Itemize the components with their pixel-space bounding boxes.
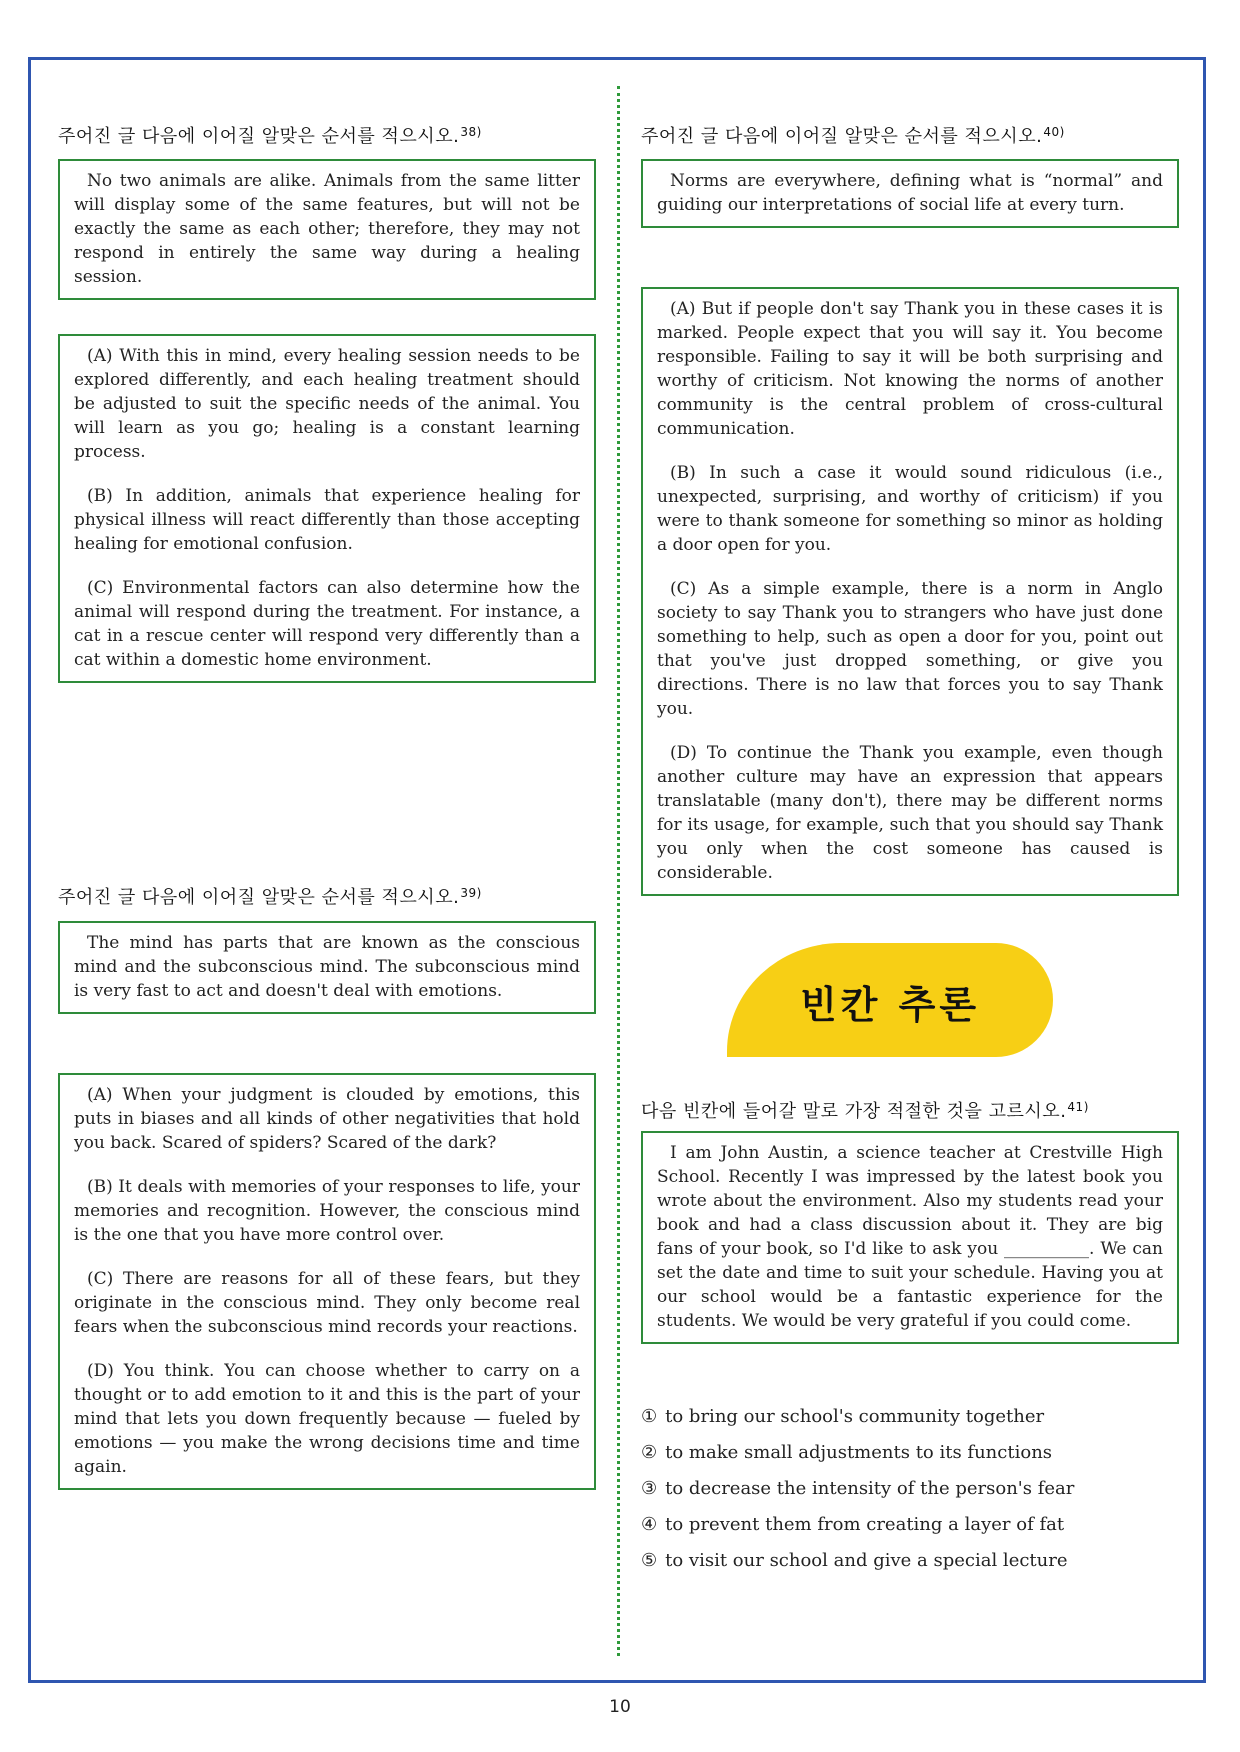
q39-number: 39) — [460, 886, 482, 900]
q39-paragraphs-box — [58, 1073, 596, 1490]
q41-passage: I am John Austin, a science teacher at Crestville High School. Recently I was impressed by the latest book you wrote about the environment. Also my students read your book and had a class discussion about it. They are big fans of your book, so I'd like to ask you __________. We can set the date and time to suit your schedule. Having you at our school would be a fantastic experience for the students. We would be very grateful if you could come. — [657, 1143, 1163, 1331]
q40-paragraph-b: (B) In such a case it would sound ridiculous (i.e., unexpected, surprising, and worthy of criticism) if you were to thank someone for something so minor as holding a door open for you. — [657, 463, 1163, 555]
option-5[interactable] — [641, 1549, 1179, 1585]
q38-title-text: 주어진 글 다음에 이어질 알맞은 순서를 적으시오. — [58, 126, 460, 147]
option-2-number: ② — [641, 1442, 658, 1463]
column-divider — [617, 86, 620, 1656]
q40-number: 40) — [1043, 125, 1065, 139]
option-4[interactable] — [641, 1513, 1179, 1549]
q40-paragraph-d: (D) To continue the Thank you example, even though another culture may have an expression that appears translatable (many don't), there may be different norms for its usage, for example, such that you should say Thank you only when the cost someone has caused is considerable. — [657, 743, 1163, 883]
option-3-text: to decrease the intensity of the person's fear — [665, 1478, 1075, 1499]
page-number: 10 — [609, 1697, 631, 1717]
q39-title — [58, 883, 482, 909]
q38-title — [58, 122, 482, 148]
option-4-text: to prevent them from creating a layer of fat — [665, 1514, 1065, 1535]
q41-passage-box — [641, 1131, 1179, 1344]
q41-title-text: 다음 빈칸에 들어갈 말로 가장 적절한 것을 고르시오. — [641, 1101, 1067, 1122]
q38-number: 38) — [460, 125, 482, 139]
q39-paragraph-c: (C) There are reasons for all of these fears, but they originate in the conscious mind. They only become real fears when the subconscious mind records your reactions. — [74, 1269, 580, 1337]
q38-paragraph-c: (C) Environmental factors can also determine how the animal will respond during the treatment. For instance, a cat in a rescue center will respond very differently than a cat within a domestic home environment. — [74, 578, 580, 670]
q38-intro: No two animals are alike. Animals from the same litter will display some of the same features, but will not be exactly the same as each other; therefore, they may not respond in entirely the same way during a healing session. — [74, 171, 580, 287]
q39-intro: The mind has parts that are known as the conscious mind and the subconscious mind. The subconscious mind is very fast to act and doesn't deal with emotions. — [74, 933, 580, 1001]
option-4-number: ④ — [641, 1514, 658, 1535]
q41-number: 41) — [1067, 1100, 1089, 1114]
q40-title — [641, 122, 1065, 148]
option-2-text: to make small adjustments to its functions — [665, 1442, 1053, 1463]
q41-options — [641, 1405, 1179, 1585]
q40-intro-box — [641, 159, 1179, 228]
q40-paragraphs-box — [641, 287, 1179, 896]
q41-title — [641, 1097, 1089, 1123]
option-2[interactable] — [641, 1441, 1179, 1477]
option-1-text: to bring our school's community together — [665, 1406, 1045, 1427]
q40-paragraph-a: (A) But if people don't say Thank you in these cases it is marked. People expect that you will say it. You become responsible. Failing to say it will be both surprising and worthy of criticism. Not knowing the norms of another community is the central problem of cross-cultural communication. — [657, 299, 1163, 439]
option-3[interactable] — [641, 1477, 1179, 1513]
q40-intro: Norms are everywhere, defining what is “normal” and guiding our interpretations of social life at every turn. — [657, 171, 1163, 215]
option-5-number: ⑤ — [641, 1550, 658, 1571]
q38-paragraph-b: (B) In addition, animals that experience healing for physical illness will react differently than those accepting healing for emotional confusion. — [74, 486, 580, 554]
option-3-number: ③ — [641, 1478, 658, 1499]
option-1-number: ① — [641, 1406, 658, 1427]
q39-paragraph-d: (D) You think. You can choose whether to carry on a thought or to add emotion to it and this is the part of your mind that lets you down frequently because — fueled by emotions — you make the wrong decisions time and time again. — [74, 1361, 580, 1477]
q38-paragraphs-box — [58, 334, 596, 683]
option-5-text: to visit our school and give a special lecture — [665, 1550, 1068, 1571]
q38-paragraph-a: (A) With this in mind, every healing session needs to be explored differently, and each healing treatment should be adjusted to suit the specific needs of the animal. You will learn as you go; healing is a constant learning process. — [74, 346, 580, 462]
q39-intro-box — [58, 921, 596, 1014]
q39-title-text: 주어진 글 다음에 이어질 알맞은 순서를 적으시오. — [58, 887, 460, 908]
q39-paragraph-a: (A) When your judgment is clouded by emotions, this puts in biases and all kinds of other negativities that hold you back. Scared of spiders? Scared of the dark? — [74, 1085, 580, 1153]
q38-intro-box — [58, 159, 596, 300]
q39-paragraph-b: (B) It deals with memories of your responses to life, your memories and recognition. However, the conscious mind is the one that you have more control over. — [74, 1177, 580, 1245]
q40-paragraph-c: (C) As a simple example, there is a norm in Anglo society to say Thank you to strangers who have just done something to help, such as open a door for you, point out that you've just dropped something, or give you directions. There is no law that forces you to say Thank you. — [657, 579, 1163, 719]
section-label-text: 빈칸 추론 — [799, 983, 981, 1027]
option-1[interactable] — [641, 1405, 1179, 1441]
q40-title-text: 주어진 글 다음에 이어질 알맞은 순서를 적으시오. — [641, 126, 1043, 147]
